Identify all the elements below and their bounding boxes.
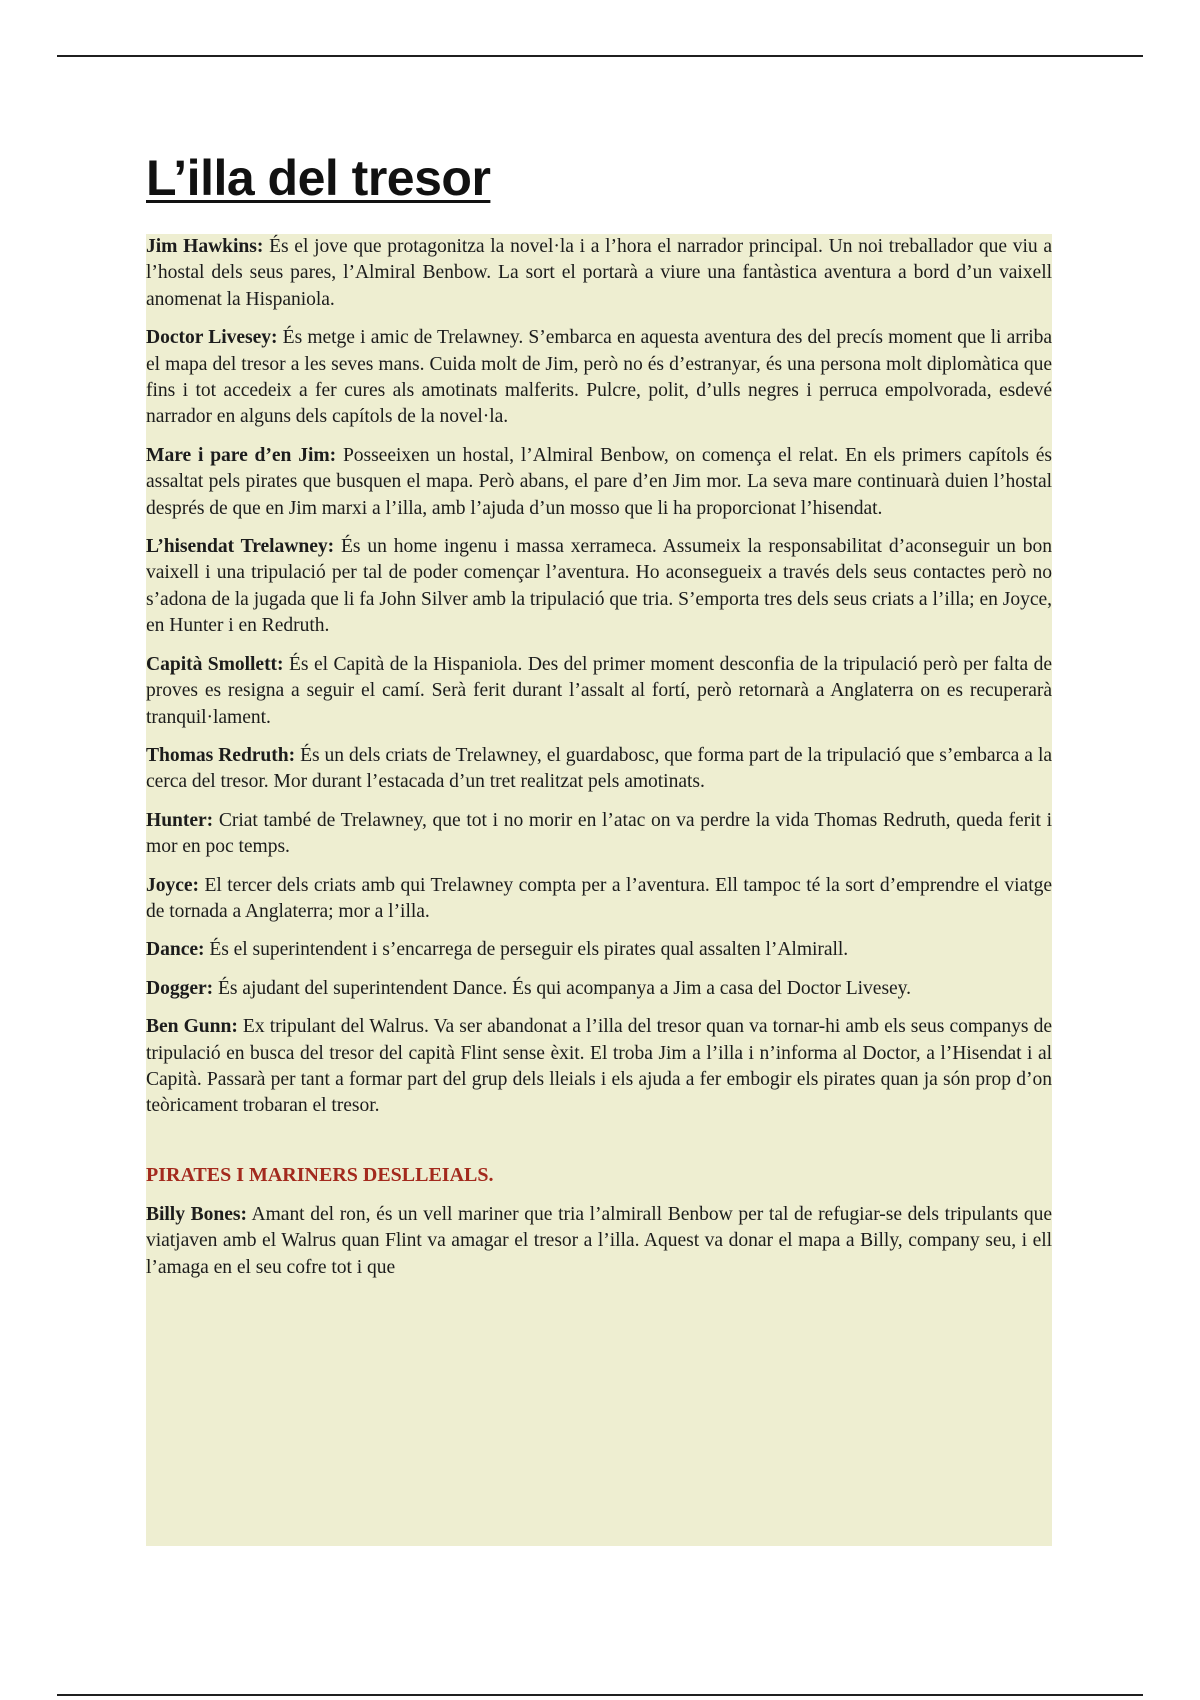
- character-entry: [146, 652, 1052, 731]
- character-description: És un home ingenu i massa xerrameca. Assumeix la responsabilitat d’aconseguir un bon vaixell i una tripulació per tal de poder començar l’aventura. Ho aconsegueix a través dels seus contactes però no s’adona de la jugada que li fa John Silver amb la tripulació que tria. S’emporta tres dels seus criats a l’illa; en Joyce, en Hunter i en Redruth.: [146, 536, 1052, 637]
- character-name: Doctor Livesey:: [146, 327, 278, 349]
- footer-rule: [57, 1694, 1143, 1696]
- character-entry: [146, 976, 1052, 1002]
- character-entry: [146, 234, 1052, 313]
- character-description: Criat també de Trelawney, que tot i no morir en l’atac on va perdre la vida Thomas Redruth, queda ferit i mor en poc temps.: [146, 809, 1052, 858]
- character-name: Dance:: [146, 939, 205, 961]
- character-description: És un dels criats de Trelawney, el guardabosc, que forma part de la tripulació que s’embarca a la cerca del tresor. Mor durant l’estacada d’un tret realitzat pels amotinats.: [146, 744, 1052, 793]
- character-description: El tercer dels criats amb qui Trelawney compta per a l’aventura. Ell tampoc té la sort d’emprendre el viatge de tornada a Anglaterra; mor a l’illa.: [146, 874, 1052, 922]
- character-entry: [146, 873, 1052, 926]
- section-heading: PIRATES I MARINERS DESLLEIALS.: [146, 1163, 494, 1186]
- character-description: És el superintendent i s’encarrega de perseguir els pirates qual assalten l’Almirall.: [204, 939, 849, 961]
- section-spacer: [146, 1132, 1052, 1162]
- character-name: Ben Gunn:: [146, 1016, 238, 1038]
- character-name: Dogger:: [146, 977, 214, 999]
- character-description: Posseeixen un hostal, l’Almiral Benbow, on comença el relat. En els primers capítols és assaltat pels pirates que busquen el mapa. Però abans, el pare d’en Jim mor. La seva mare continuarà duien l’hostal després de que en Jim marxi a l’illa, amb l’ajuda d’un mosso que li ha proporcionat l’hisendat.: [146, 444, 1052, 519]
- character-entry: [146, 443, 1052, 522]
- character-name: Mare i pare d’en Jim:: [146, 444, 337, 466]
- character-name: Joyce:: [146, 874, 200, 896]
- character-description: És ajudant del superintendent Dance. És qui acompanya a Jim a casa del Doctor Livesey.: [213, 977, 911, 999]
- character-description: Ex tripulant del Walrus. Va ser abandonat a l’illa del tresor quan va tornar-hi amb els seus companys de tripulació en busca del tresor del capità Flint sense èxit. El troba Jim a l’illa i n’informa al Doctor, a l’Hisendat i al Capità. Passarà per tant a formar part del grup dels lleials i els ajuda a fer embogir els pirates quan ja són prop d’on teòricament trobaran el tresor.: [146, 1016, 1052, 1117]
- character-name: Hunter:: [146, 809, 214, 831]
- header-rule: [57, 55, 1143, 57]
- character-entry: [146, 534, 1052, 640]
- character-description: És metge i amic de Trelawney. S’embarca en aquesta aventura des del precís moment que li arriba el mapa del tresor a les seves mans. Cuida molt de Jim, però no és d’estranyar, és una persona molt diplomàtica que fins i tot accedeix a fer cures als amotinats malferits. Pulcre, polit, d’ulls negres i perruca empolvorada, esdevé narrador en alguns dels capítols de la novel·la.: [146, 327, 1052, 428]
- character-description: És el Capità de la Hispaniola. Des del primer moment desconfia de la tripulació però per falta de proves es resigna a seguir el camí. Serà ferit durant l’assalt al fortí, però retornarà a Anglaterra on es recuperarà tranquil·lament.: [146, 653, 1052, 728]
- character-description: És el jove que protagonitza la novel·la i a l’hora el narrador principal. Un noi treballador que viu a l’hostal dels seus pares, l’Almiral Benbow. La sort el portarà a viure una fantàstica aventura a bord d’un vaixell anomenat la Hispaniola.: [146, 236, 1052, 310]
- character-name: Jim Hawkins:: [146, 236, 264, 257]
- character-name: L’hisendat Trelawney:: [146, 536, 335, 558]
- page-title: L’illa del tresor: [146, 150, 491, 206]
- character-entry: [146, 743, 1052, 796]
- character-entry: [146, 808, 1052, 861]
- pirate-entry: [146, 1202, 1052, 1281]
- pirate-name: Billy Bones:: [146, 1203, 247, 1225]
- character-name: Thomas Redruth:: [146, 744, 296, 766]
- character-entry: [146, 1014, 1052, 1120]
- pirate-description: Amant del ron, és un vell mariner que tria l’almirall Benbow per tal de refugiar-se dels tripulants que viatjaven amb el Walrus quan Flint va amagar el tresor a l’illa. Aquest va donar el mapa a Billy, company seu, i ell l’amaga en el seu cofre tot i que: [146, 1203, 1052, 1278]
- document-body: [146, 234, 1052, 1546]
- character-name: Capità Smollett:: [146, 653, 284, 675]
- character-entry: [146, 325, 1052, 431]
- character-entry: [146, 937, 1052, 963]
